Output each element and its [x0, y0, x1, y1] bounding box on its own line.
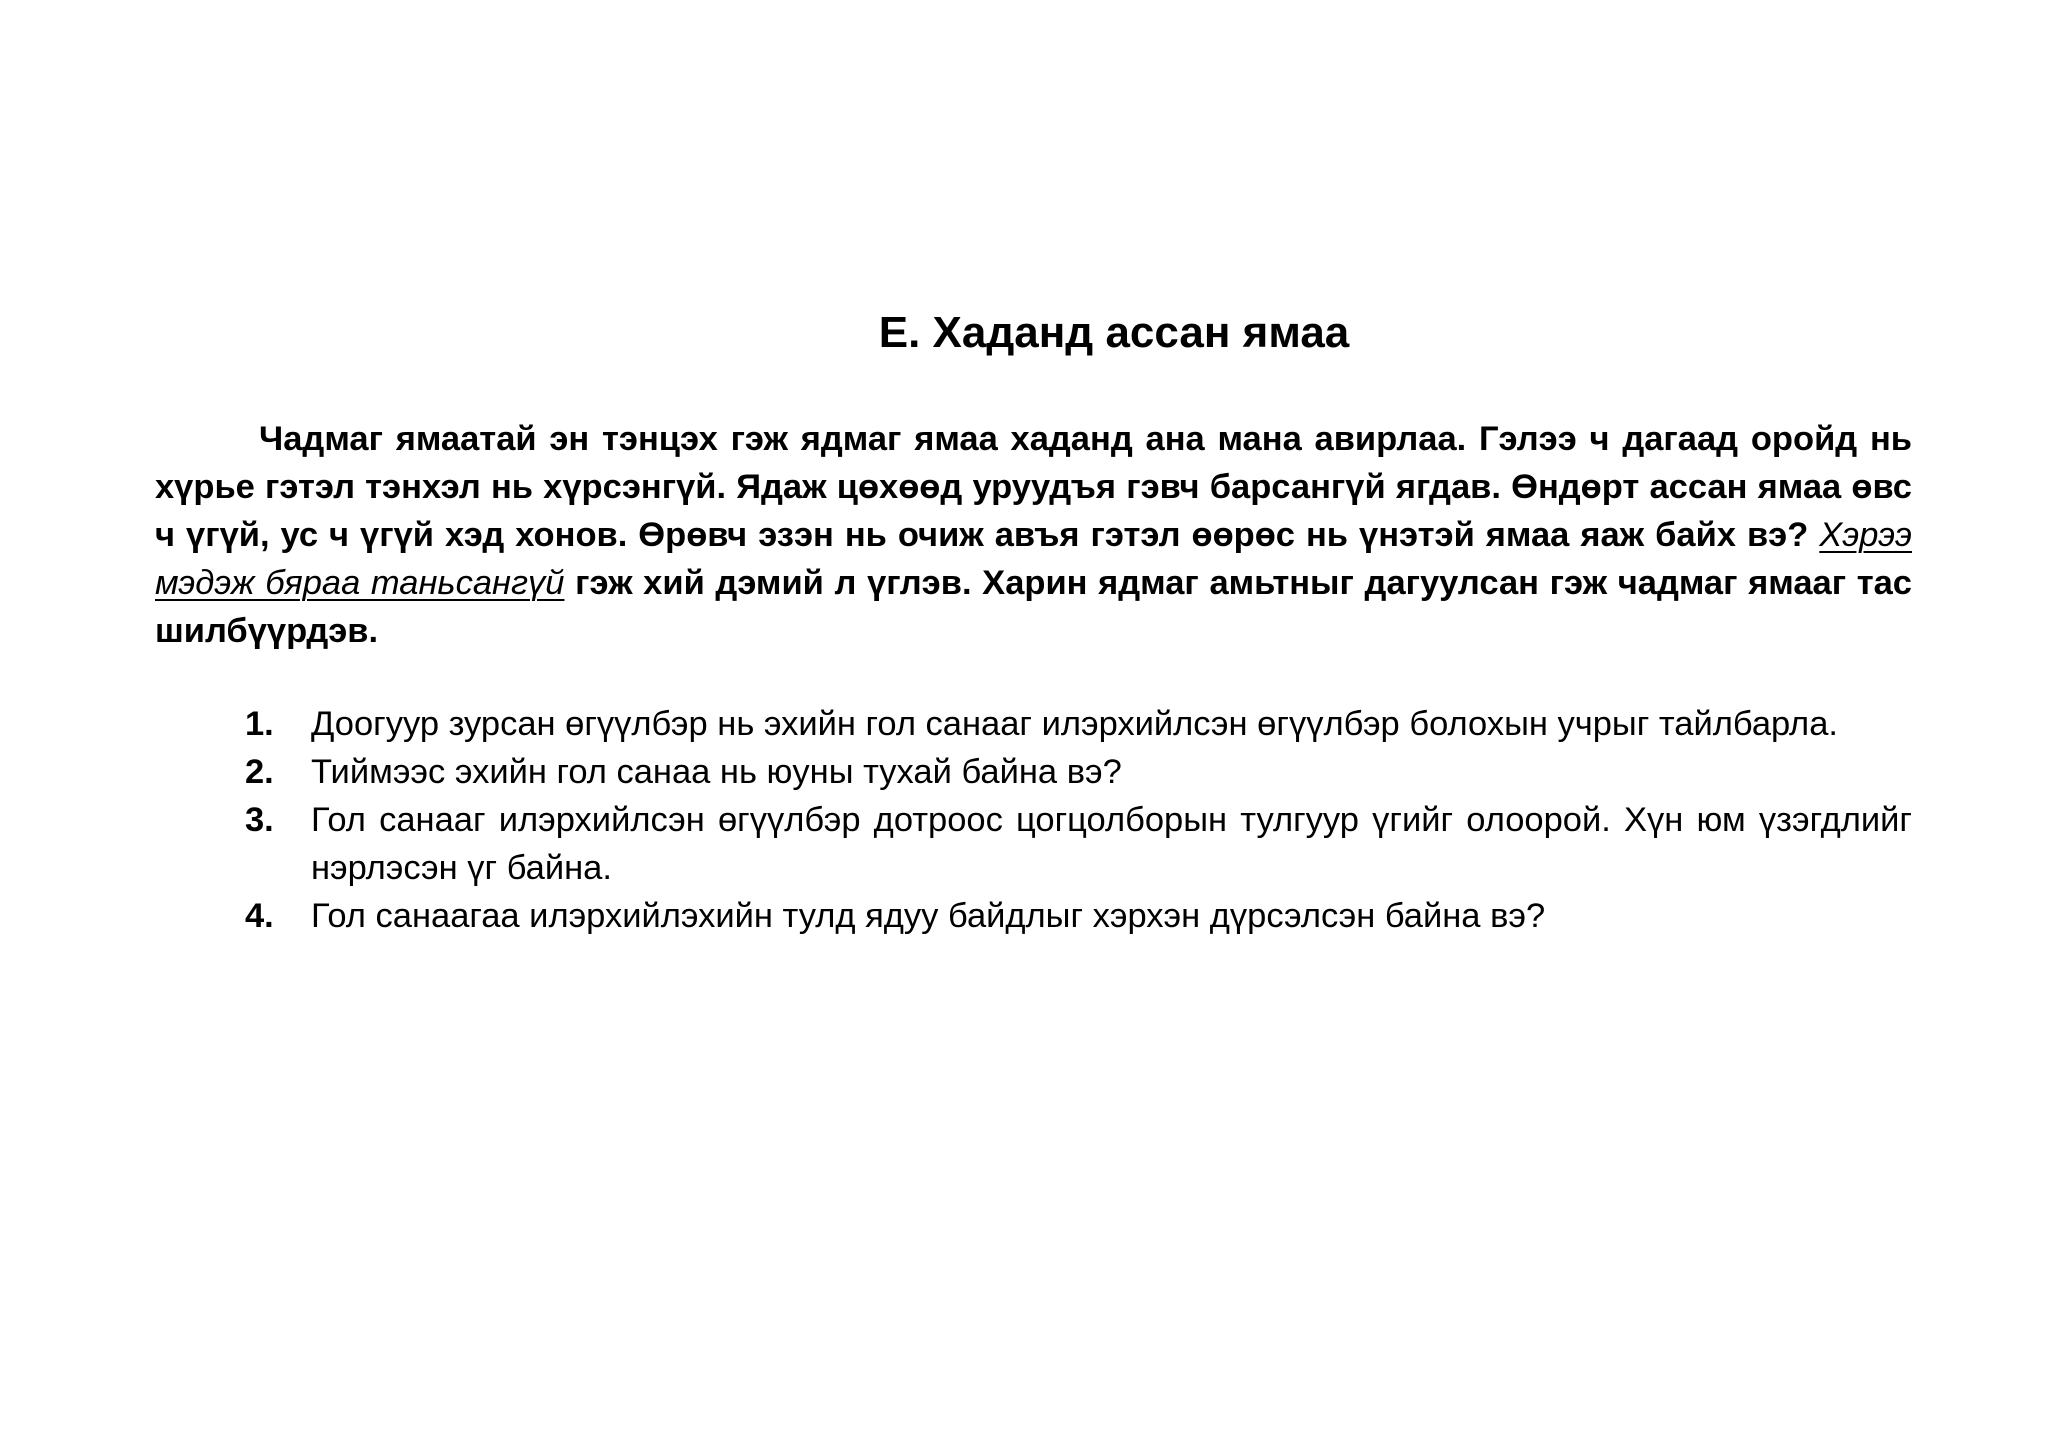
question-text: Доогуур зурсан өгүүлбэр нь эхийн гол санааг илэрхийлсэн өгүүлбэр болохын учрыг тайлбарла.	[311, 705, 1838, 743]
question-item-3	[245, 796, 1912, 892]
story-paragraph	[155, 415, 1912, 655]
question-text: Гол санаагаа илэрхийлэхийн тулд ядуу байдлыг хэрхэн дүрсэлсэн байна вэ?	[311, 897, 1546, 935]
story-text-after: гэж хий дэмий л үглэв. Харин ядмаг амьтныг дагуулсан гэж чадмаг ямааг тас шилбүүрдэв.	[155, 564, 1912, 650]
question-number: 3.	[245, 801, 274, 839]
question-number: 1.	[245, 705, 274, 743]
question-text: Гол санааг илэрхийлсэн өгүүлбэр дотроос цогцолборын тулгуур үгийг олоорой. Хүн юм үзэгдлийг нэрлэсэн үг байна.	[311, 801, 1912, 887]
question-list	[245, 700, 1912, 940]
question-item-1	[245, 700, 1912, 748]
question-text: Тиймээс эхийн гол санаа нь юуны тухай байна вэ?	[311, 753, 1122, 791]
story-text-before: Чадмаг ямаатай эн тэнцэх гэж ядмаг ямаа хаданд ана мана авирлаа. Гэлээ ч дагаад оройд нь хүрье гэтэл тэнхэл нь хүрсэнгүй. Ядаж цөхөөд уруудъя гэвч барсангүй ягдав. Өндөрт ассан ямаа өвс ч үгүй, ус ч үгүй хэд хонов. Өрөвч эзэн нь очиж авъя гэтэл өөрөс нь үнэтэй ямаа яаж байх вэ?	[155, 420, 1912, 554]
question-item-2	[245, 748, 1912, 796]
document-title: Е. Хаданд ассан ямаа	[878, 308, 1350, 357]
question-number: 2.	[245, 753, 274, 791]
question-number: 4.	[245, 897, 274, 935]
story-main-idea-sentence: Хэрээ мэдэж бяраа таньсангүй	[155, 516, 1912, 602]
question-item-4	[245, 892, 1912, 940]
